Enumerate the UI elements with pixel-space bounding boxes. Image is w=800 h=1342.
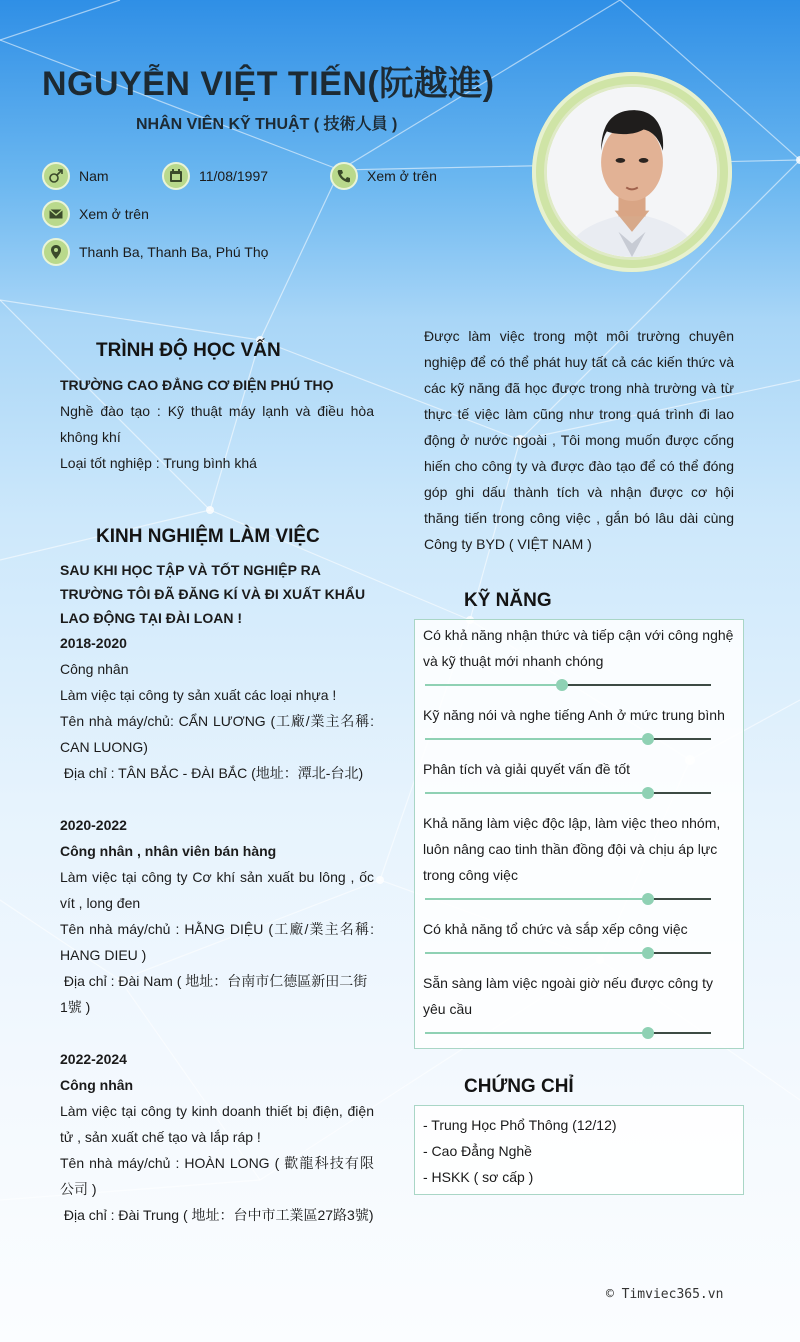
job-entry	[60, 812, 374, 1020]
job-entry	[60, 630, 374, 786]
phone-value: Xem ở trên	[367, 168, 437, 184]
experience-heading: KINH NGHIỆM LÀM VIỆC	[96, 526, 320, 547]
education-major: Nghề đào tạo : Kỹ thuật máy lạnh và điều hòa không khí	[60, 403, 374, 445]
job-location: Địa chỉ : Đài Nam ( 地址：台南市仁德區新田二街1號 )	[60, 973, 368, 1015]
job-location: Địa chỉ : TÂN BẮC - ĐÀI BẮC (地址：潭北-台北)	[60, 765, 364, 781]
email-value: Xem ở trên	[79, 206, 149, 222]
skills-box	[414, 619, 744, 1049]
skill-bar-knob	[642, 733, 654, 745]
skill-text: Sẵn sàng làm việc ngoài giờ nếu được công ty yêu cầu	[423, 975, 714, 1017]
certificates-box	[414, 1105, 744, 1195]
skill-bar	[425, 792, 711, 794]
skill-item	[423, 810, 735, 900]
skill-text: Kỹ năng nói và nghe tiếng Anh ở mức trung bình	[423, 707, 725, 723]
job-factory: Tên nhà máy/chủ : HẰNG DIỆU (工廠/業主名稱: HANG DIEU )	[60, 921, 374, 963]
skill-bar	[425, 898, 711, 900]
job-position: Công nhân , nhân viên bán hàng	[60, 843, 277, 859]
certificate-item: - HSKK ( sơ cấp )	[423, 1169, 534, 1185]
email-info	[42, 200, 149, 228]
candidate-name: NGUYỄN VIỆT TIẾN(阮越進)	[42, 65, 495, 103]
skill-bar-knob	[642, 893, 654, 905]
address-value: Thanh Ba, Thanh Ba, Phú Thọ	[79, 244, 269, 260]
skill-item	[423, 970, 735, 1034]
certificate-item: - Cao Đẳng Nghề	[423, 1143, 532, 1159]
skill-item	[423, 916, 735, 954]
job-period: 2022-2024	[60, 1051, 127, 1067]
skill-bar-fill	[425, 792, 648, 794]
job-factory: Tên nhà máy/chủ : HOÀN LONG ( 歡龍科技有限 公司 )	[60, 1155, 374, 1197]
career-objective: Được làm việc trong một môi trường chuyên nghiệp để có thể phát huy tất cả các kiến thức và các kỹ năng đã học được trong nhà trường và từ thực tế việc làm cũng như trong quá trình đi lao động ở nước ngoài , Tôi mong muốn được cống hiến cho công ty và được đào tạo để có thể đóng góp ghi dấu thành tích và nhận được cơ hội thăng tiến trong công việc , gắn bó lâu dài cùng Công ty BYD ( VIỆT NAM )	[424, 328, 734, 552]
skill-text: Có khả năng nhận thức và tiếp cận với công nghệ và kỹ thuật mới nhanh chóng	[423, 627, 734, 669]
skill-bar-fill	[425, 738, 648, 740]
job-period: 2020-2022	[60, 817, 127, 833]
job-position: Công nhân	[60, 661, 129, 677]
gender-icon	[42, 162, 70, 190]
job-description: Làm việc tại công ty kinh doanh thiết bị điện, điện tử , sản xuất chế tạo và lắp ráp !	[60, 1103, 374, 1145]
skill-bar	[425, 952, 711, 954]
experience-section	[60, 558, 374, 1228]
education-grade: Loại tốt nghiệp : Trung bình khá	[60, 455, 257, 471]
skill-text: Khả năng làm việc độc lập, làm việc theo nhóm, luôn nâng cao tinh thần đồng đội và chịu áp lực trong công việc	[423, 815, 721, 883]
experience-intro: SAU KHI HỌC TẬP VÀ TỐT NGHIỆP RA TRƯỜNG TÔI ĐÃ ĐĂNG KÍ VÀ ĐI XUẤT KHẨU LAO ĐỘNG TẠI ĐÀI LOAN !	[60, 562, 366, 626]
skill-bar-fill	[425, 898, 648, 900]
skill-bar	[425, 684, 711, 686]
job-location: Địa chỉ : Đài Trung ( 地址：台中市工業區27路3號)	[60, 1207, 374, 1223]
skill-item	[423, 702, 735, 740]
skill-text: Có khả năng tổ chức và sắp xếp công việc	[423, 921, 688, 937]
address-info	[42, 238, 268, 266]
calendar-icon	[162, 162, 190, 190]
birthday-info	[162, 162, 268, 190]
skill-bar	[425, 738, 711, 740]
person-portrait-icon	[547, 87, 717, 257]
skill-bar-knob	[556, 679, 568, 691]
email-icon	[42, 200, 70, 228]
skill-bar	[425, 1032, 711, 1034]
certificate-item: - Trung Học Phổ Thông (12/12)	[423, 1117, 617, 1133]
skill-item	[423, 622, 735, 686]
skill-bar-fill	[425, 952, 648, 954]
job-period: 2018-2020	[60, 635, 127, 651]
school-name: TRƯỜNG CAO ĐẲNG CƠ ĐIỆN PHÚ THỌ	[60, 377, 334, 393]
skill-bar-fill	[425, 684, 562, 686]
phone-icon	[330, 162, 358, 190]
avatar	[532, 72, 732, 272]
phone-info	[330, 162, 437, 190]
skills-heading: KỸ NĂNG	[464, 590, 552, 611]
skill-bar-fill	[425, 1032, 648, 1034]
job-position: Công nhân	[60, 1077, 134, 1093]
skill-item	[423, 756, 735, 794]
job-factory: Tên nhà máy/chủ: CẨN LƯƠNG (工廠/業主名稱: CAN LUONG)	[60, 713, 374, 755]
job-title: NHÂN VIÊN KỸ THUẬT ( 技術人員 )	[136, 116, 398, 133]
certificates-heading: CHỨNG CHỈ	[464, 1076, 574, 1097]
avatar-photo	[544, 84, 720, 260]
skill-bar-knob	[642, 947, 654, 959]
gender-info	[42, 162, 109, 190]
skill-text: Phân tích và giải quyết vấn đề tốt	[423, 761, 631, 777]
job-description: Làm việc tại công ty Cơ khí sản xuất bu lông , ốc vít , long đen	[60, 869, 374, 911]
gender-value: Nam	[79, 168, 109, 184]
job-description: Làm việc tại công ty sản xuất các loại nhựa !	[60, 687, 337, 703]
job-entry	[60, 1046, 374, 1228]
footer-watermark: © Timviec365.vn	[606, 1287, 724, 1302]
birthday-value: 11/08/1997	[199, 168, 269, 184]
skill-bar-knob	[642, 787, 654, 799]
education-section	[60, 372, 374, 476]
skill-bar-knob	[642, 1027, 654, 1039]
location-pin-icon	[42, 238, 70, 266]
education-heading: TRÌNH ĐỘ HỌC VẤN	[96, 340, 281, 361]
